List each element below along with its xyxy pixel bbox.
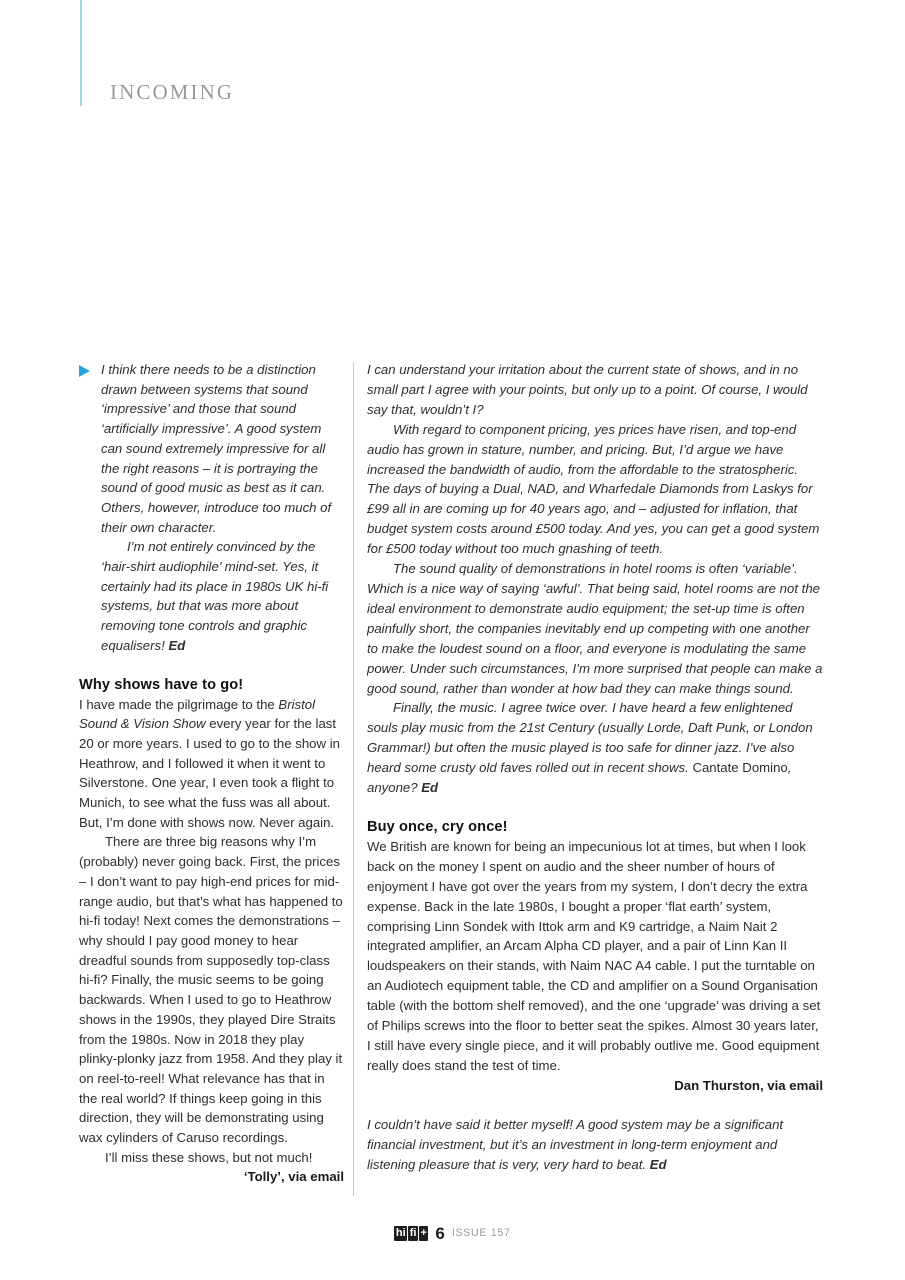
editor-reply-paragraph-2: With regard to component pricing, yes prices have risen, and top-end audio has grown in stature, number, and pricing. But, I’d argue we have increased the bandwidth of audio, from the affordable to the stratospheric. The days of buying a Dual, NAD, and Wharfedale Diamonds from Laskys for £99 all in are coming up for 40 years ago, and – adjusted for inflation, that budget system costs around £500 today. And yes, you can get a good system for £500 today without too much gnashing of teeth. xyxy=(367,421,820,557)
left-article-paragraph-2: There are three big reasons why I’m (probably) never going back. First, the prices – I don’t want to pay high-end prices for mid-range audio, but that’s what has happened to hi-fi today! Next comes the demonstrations – why should I pay good money to hear dreadful sounds from supposedly top-class hi-fi? Finally, the music seems to be going backwards. When I used to go to Heathrow shows in the 1990s, they played Dire Straits from the 1980s. Now in 2018 they play plinky-plonky jazz from 1958. And they play it on reel-to-reel! What relevance has that in the real world? If things keep going in this direction, they will be demonstrating using wax cylinders of Caruso recordings. xyxy=(79,834,343,1146)
issue-label: ISSUE 157 xyxy=(451,1227,511,1239)
spacer xyxy=(367,798,823,817)
left-article-paragraph-1-part-b: every year for the last 20 or more years. I used to go to the show in Heathrow, and I followed it when it went to Silverstone. One year, I even took a flight to Munich, to see what the fuss was all about. But, I’m done with shows now. Never again. xyxy=(79,716,340,830)
editor-signature: Ed xyxy=(421,780,439,796)
left-column xyxy=(79,360,344,1187)
spacer xyxy=(79,656,344,675)
editor-reply-bottom-text: I couldn’t have said it better myself! A good system may be a significant financial investment, but it’s an investment in long-term enjoyment and listening pleasure that is very, very hard to beat. xyxy=(367,1116,784,1172)
show-title-italic: Bristol Sound & Vision Show xyxy=(79,696,316,732)
logo-block-plus: + xyxy=(420,1226,427,1239)
editor-signature: Ed xyxy=(649,1156,667,1172)
editor-reply-top-paragraph-2 xyxy=(101,537,344,655)
editor-signature: Ed xyxy=(168,637,186,653)
editor-reply-paragraph-3: The sound quality of demonstrations in hotel rooms is often ‘variable’. Which is a nice way of saying ‘awful’. That being said, hotel rooms are not the ideal environment to demonstrate audio equipment; the set-up time is often painfully short, the companies inevitably end up competing with one another to make the loudest sound on a floor, and everyone is modulating the same power. Under such circumstances, I’m more surprised that people can make a good sound, rather than wonder at how bad they can make things sound. xyxy=(367,561,823,696)
editor-reply-top-paragraph-2-text: I’m not entirely convinced by the ‘hair-shirt audiophile’ mind-set. Yes, it certainly had its place in 1980s UK hi-fi systems, but that was more about removing tone controls and graphic equalisers! xyxy=(101,539,329,653)
page-title: INCOMING xyxy=(110,80,235,104)
logo-block-hi: hi xyxy=(395,1226,406,1239)
section-heading-buy-once-cry-once: Buy once, cry once! xyxy=(367,818,508,835)
editor-reply-top xyxy=(79,360,344,656)
section-heading-why-shows-have-to-go: Why shows have to go! xyxy=(79,676,244,693)
page-footer xyxy=(0,1218,905,1248)
right-article-signoff: Dan Thurston, via email xyxy=(674,1077,823,1093)
album-title-upright: Cantate Domino xyxy=(692,760,788,776)
page-masthead xyxy=(0,0,905,340)
right-article-paragraph-1: We British are known for being an impecunious lot at times, but when I look back on the money I spent on audio and the sheer number of hours of enjoyment I have got over the years from my system, I don’t decry the extra expense. Back in the late 1980s, I bought a proper ‘flat earth’ system, comprising Linn Sondek with Ittok arm and K9 cartridge, a Naim Nait 2 integrated amplifier, an Arcam Alpha CD player, and a pair of Linn Kan II loudspeakers on their stands, with Naim NAC A4 cable. I put the turntable on an Audiotech equipment table, the CD and amplifier on a Sound Organisation table (with the bottom shelf removed), and the one ‘upgrade’ was driving a set of Philips screws into the floor to better seat the spikes. Almost 30 years later, I still have every single piece, and it will probably outlive me. Good equipment really does stand the test of time. xyxy=(367,838,821,1073)
editor-reply-paragraph-1: I can understand your irritation about the current state of shows, and in no small part I agree with your points, but only up to a point. Of course, I would say that, wouldn’t I? xyxy=(367,362,808,417)
triangle-right-icon xyxy=(79,365,90,377)
editor-reply-top-paragraph-1: I think there needs to be a distinction drawn between systems that sound ‘impressive’ and those that sound ‘artificially impressive’. A good system can sound extremely impressive for all the right reasons – it is portraying the sound of good music as best as it can. Others, however, introduce too much of their own character. xyxy=(101,362,332,535)
editor-reply-paragraph-4-part-a: Finally, the music. I agree twice over. I have heard a few enlightened souls play music from the 21st Century (usually Lorde, Daft Punk, or London Grammar!) but often the music played is too safe for dinner jazz. I’ve also heard some crusty old faves rolled out in recent shows. xyxy=(367,700,813,776)
hifiplus-logo xyxy=(394,1226,428,1241)
left-article-signoff: ‘Tolly’, via email xyxy=(243,1169,344,1185)
editor-reply-bottom-paragraph xyxy=(367,1115,823,1175)
editor-reply-paragraph-4 xyxy=(367,698,823,798)
page-number: 6 xyxy=(435,1223,445,1243)
logo-block-fi: fi xyxy=(409,1226,417,1239)
left-article-paragraph-3: I’ll miss these shows, but not much! xyxy=(105,1149,313,1165)
left-article-paragraph-1-part-a: I have made the pilgrimage to the xyxy=(79,696,279,712)
editor-reply-shows xyxy=(367,360,823,798)
left-article-paragraph-1 xyxy=(79,695,344,833)
spacer xyxy=(367,1096,823,1115)
editor-reply-paragraph-4-part-b: , anyone? xyxy=(367,760,792,796)
masthead-accent-rule xyxy=(80,0,82,106)
column-divider xyxy=(353,362,354,1196)
right-column xyxy=(367,360,823,1174)
